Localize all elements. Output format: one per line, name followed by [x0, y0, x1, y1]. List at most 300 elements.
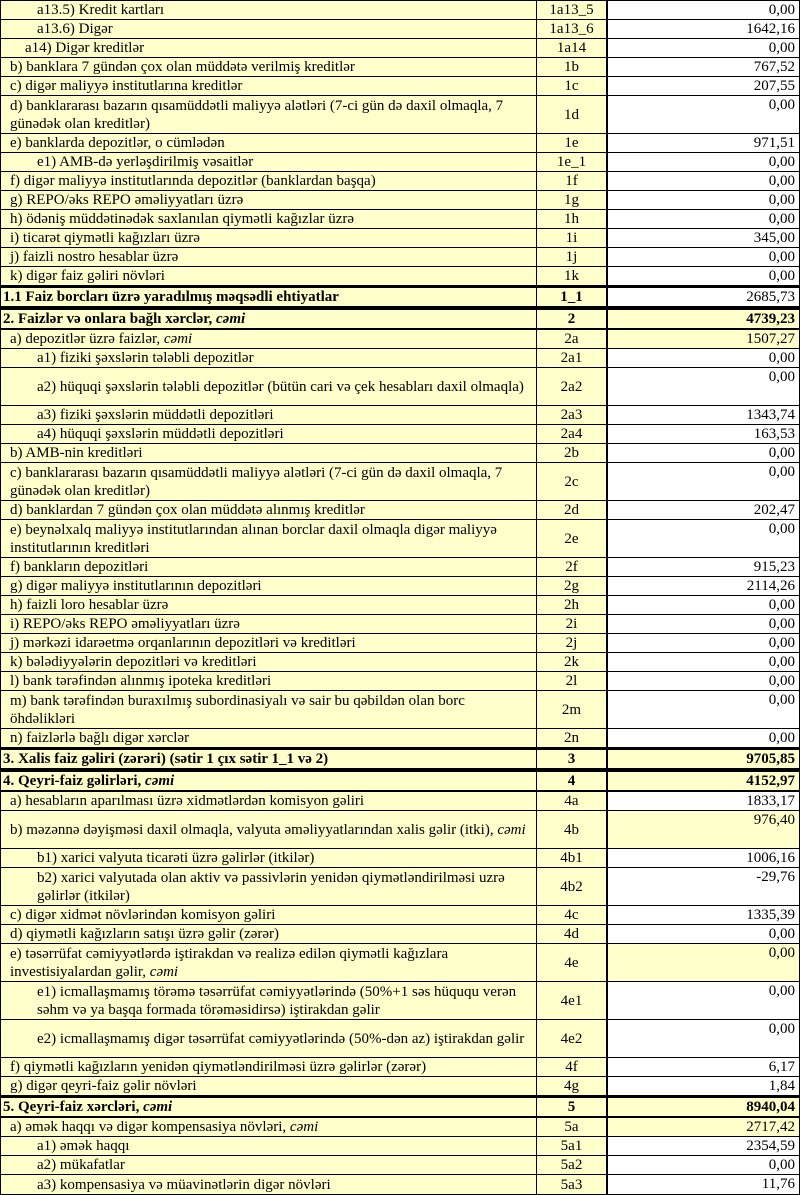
row-label [10, 596, 168, 614]
row-label-text: b2) xarici valyutada olan aktiv və passivlərin yenidən qiymətləndirilməsi uzrə gəlirlər (itkilər) [37, 869, 505, 904]
row-code: 2j [537, 634, 608, 652]
row-label [10, 267, 165, 285]
table-row [1, 425, 799, 444]
row-label [10, 792, 364, 810]
row-label-italic-text: cəmi [149, 963, 179, 980]
row-label-cell [1, 1058, 537, 1076]
row-value: 207,55 [608, 77, 799, 95]
row-code: 1a13_5 [537, 1, 608, 19]
row-label-text: e1) icmallaşmamış törəmə təsərrüfat cəmiyyətlərində (50%+1 səs hüququ verən səhm və ya başqa formada törəməsidirsə) iştirakdan gəlir [37, 983, 517, 1018]
row-label-text: m) bank tərəfindən buraxılmış subordinasiyalı və sair bu qəbildən olan borc öhdəlikləri [10, 692, 465, 727]
row-code: 1a13_6 [537, 20, 608, 38]
row-code: 1k [537, 267, 608, 285]
row-label-cell [1, 729, 537, 747]
row-label-text: a14) Digər kreditlər [25, 40, 145, 56]
row-label-text: i) ticarət qiymətli kağızları üzrə [10, 230, 200, 246]
row-label [10, 521, 532, 557]
row-label [10, 172, 376, 190]
row-code: 2d [537, 501, 608, 519]
table-row [1, 672, 799, 691]
row-label-cell [1, 925, 537, 943]
row-value: 0,00 [608, 267, 799, 285]
row-label-cell [1, 1156, 537, 1174]
row-label-cell [1, 849, 537, 867]
table-row [1, 1096, 799, 1118]
row-label-cell [1, 191, 537, 209]
row-label-cell [1, 172, 537, 190]
table-row [1, 267, 799, 286]
row-value: 2354,59 [608, 1137, 799, 1155]
row-code: 2b [537, 444, 608, 462]
row-code: 1g [537, 191, 608, 209]
table-row [1, 792, 799, 811]
row-label-italic-text: cəmi [289, 1119, 319, 1135]
table-row [1, 210, 799, 229]
row-label-cell [1, 1137, 537, 1155]
table-row [1, 501, 799, 520]
row-label-italic-text: cəmi [497, 821, 526, 838]
row-label [10, 248, 178, 266]
row-label [10, 945, 532, 981]
table-row [1, 770, 799, 792]
row-label [10, 330, 192, 348]
table-row [1, 330, 799, 349]
row-label-text: a) hesabların aparılması üzrə xidmətlərdən komisyon gəliri [10, 793, 365, 809]
row-value: 0,00 [608, 463, 799, 500]
row-code: 1h [537, 210, 608, 228]
row-label-text: 3. Xalis faiz gəliri (zərəri) (sətir 1 çıx sətir 1_1 və 2) [3, 751, 329, 767]
row-value: 0,00 [608, 729, 799, 747]
row-label [10, 692, 532, 728]
row-label-text: f) bankların depozitləri [10, 559, 149, 575]
row-label-text: k) bələdiyyələrin depozitləri və kreditləri [10, 654, 257, 670]
row-label [10, 191, 243, 209]
row-label-cell [1, 463, 537, 500]
row-value: 2685,73 [608, 288, 799, 306]
row-value: 0,00 [608, 1, 799, 19]
row-label [3, 288, 339, 306]
row-value: 1,84 [608, 1077, 799, 1095]
row-code: 1b [537, 58, 608, 76]
row-label-cell [1, 520, 537, 557]
row-label [10, 77, 242, 95]
row-code: 4g [537, 1077, 608, 1095]
row-code: 1e_1 [537, 153, 608, 171]
row-value: 971,51 [608, 134, 799, 152]
row-label-cell [1, 310, 537, 328]
row-label-text: 1.1 Faiz borcları üzrə yaradılmış məqsədli ehtiyatlar [3, 289, 339, 305]
row-value: 0,00 [608, 210, 799, 228]
row-label-text: c) digər maliyyə institutlarına kreditlər [10, 78, 243, 94]
row-code: 2n [537, 729, 608, 747]
row-label-text: a13.5) Kredit kartları [37, 2, 165, 18]
table-row [1, 691, 799, 729]
row-label-text: n) faizlərlə bağlı digər xərclər [10, 730, 190, 746]
row-label-cell [1, 672, 537, 690]
row-label-cell [1, 96, 537, 133]
row-label-text: a2) mükafatlar [37, 1157, 125, 1173]
row-code: 5a [537, 1118, 608, 1136]
table-row [1, 906, 799, 925]
row-code: 1_1 [537, 288, 608, 306]
row-value: 0,00 [608, 691, 799, 728]
table-row [1, 577, 799, 596]
row-code: 2a1 [537, 349, 608, 367]
row-label-text: d) banklardan 7 gündən çox olan müddətə alınmış kreditlər [10, 502, 365, 518]
row-value: 0,00 [608, 153, 799, 171]
table-row [1, 134, 799, 153]
table-row [1, 444, 799, 463]
row-value: 0,00 [608, 248, 799, 266]
row-value: 1833,17 [608, 792, 799, 810]
row-label-cell [1, 1, 537, 19]
row-value: 4152,97 [608, 772, 799, 790]
row-label [3, 1098, 172, 1116]
table-row [1, 868, 799, 906]
row-label-cell [1, 153, 537, 171]
row-label-cell [1, 691, 537, 728]
row-code: 1c [537, 77, 608, 95]
row-label-text: a) əmək haqqı və digər kompensasiya növləri, [10, 1119, 290, 1135]
row-code: 4e1 [537, 982, 608, 1019]
row-code: 1a14 [537, 39, 608, 57]
table-row [1, 1156, 799, 1175]
row-label-cell [1, 750, 537, 768]
row-label-text: f) qiymətli kağızların yenidən qiymətləndirilməsi üzrə gəlirlər (zərər) [10, 1059, 427, 1075]
row-label [37, 1176, 331, 1194]
row-label-cell [1, 288, 537, 306]
table-row [1, 729, 799, 748]
row-label [37, 1030, 524, 1048]
table-row [1, 1137, 799, 1156]
table-row [1, 615, 799, 634]
table-row [1, 1118, 799, 1137]
row-value: 767,52 [608, 58, 799, 76]
row-value: 2114,26 [608, 577, 799, 595]
table-row [1, 463, 799, 501]
row-value: 0,00 [608, 172, 799, 190]
row-code: 2h [537, 596, 608, 614]
row-label-cell [1, 811, 537, 848]
row-value: 8940,04 [608, 1098, 799, 1116]
row-label-text: b) məzənnə dəyişməsi daxil olmaqla, valyuta əməliyyatlarından xalis gəlir (itki), [10, 821, 498, 838]
row-label-text: g) REPO/əks REPO əməliyyatları üzrə [10, 192, 244, 208]
row-code: 5a1 [537, 1137, 608, 1155]
row-label [10, 501, 365, 519]
row-code: 2c [537, 463, 608, 500]
row-label-text: a1) fiziki şəxslərin tələbli depozitlər [37, 350, 254, 366]
table-row [1, 653, 799, 672]
row-label [37, 869, 532, 905]
row-value: 0,00 [608, 349, 799, 367]
row-label [10, 729, 189, 747]
row-value: 0,00 [608, 1020, 799, 1057]
row-label-cell [1, 134, 537, 152]
row-code: 2a4 [537, 425, 608, 443]
row-label [37, 349, 254, 367]
row-label [10, 653, 257, 671]
row-label [10, 906, 275, 924]
table-row [1, 982, 799, 1020]
row-label [37, 983, 532, 1019]
row-code: 2a2 [537, 368, 608, 405]
row-label-text: e2) icmallaşmamış digər təsərrüfat cəmiyyətlərində (50%-dən az) iştirakdan gəlir [37, 1030, 525, 1047]
table-row [1, 748, 799, 770]
row-label [10, 464, 532, 500]
row-label [10, 444, 142, 462]
row-label-text: f) digər maliyyə institutlarında depozitlər (banklardan başqa) [10, 173, 376, 189]
row-code: 2m [537, 691, 608, 728]
row-label-cell [1, 906, 537, 924]
row-code: 4b [537, 811, 608, 848]
row-label-cell [1, 868, 537, 905]
row-value: 2717,42 [608, 1118, 799, 1136]
row-label [10, 210, 354, 228]
row-label [10, 672, 271, 690]
table-row [1, 406, 799, 425]
row-label-cell [1, 634, 537, 652]
row-label-cell [1, 330, 537, 348]
row-code: 4d [537, 925, 608, 943]
row-label [37, 1137, 129, 1155]
row-code: 4e [537, 944, 608, 981]
row-label-cell [1, 248, 537, 266]
row-value: 0,00 [608, 39, 799, 57]
row-code: 2l [537, 672, 608, 690]
row-value: -29,76 [608, 868, 799, 905]
row-code: 2k [537, 653, 608, 671]
row-value: 163,53 [608, 425, 799, 443]
row-code: 2e [537, 520, 608, 557]
table-row [1, 1, 799, 20]
row-label-cell [1, 229, 537, 247]
row-label [37, 1156, 125, 1174]
row-label-text: l) bank tərəfindən alınmış ipoteka kreditləri [10, 673, 272, 689]
row-label-text: b) AMB-nin kreditləri [10, 445, 143, 461]
row-code: 2f [537, 558, 608, 576]
row-code: 1j [537, 248, 608, 266]
row-label-cell [1, 944, 537, 981]
table-row [1, 77, 799, 96]
row-label [37, 153, 253, 171]
row-label-cell [1, 501, 537, 519]
row-value: 11,76 [608, 1175, 799, 1194]
row-label-cell [1, 1020, 537, 1057]
row-label-text: a1) əmək haqqı [37, 1138, 130, 1154]
row-label-text: a2) hüquqi şəxslərin tələbli depozitlər (bütün cari və çek hesabları daxil olmaqla) [37, 378, 524, 395]
row-code: 1d [537, 96, 608, 133]
table-row [1, 925, 799, 944]
row-value: 1343,74 [608, 406, 799, 424]
row-value: 1642,16 [608, 20, 799, 38]
row-label-cell [1, 368, 537, 405]
row-label-text: g) digər maliyyə institutlarının depozitləri [10, 578, 262, 594]
row-value: 0,00 [608, 944, 799, 981]
row-code: 2 [537, 310, 608, 328]
row-label-cell [1, 444, 537, 462]
row-label [3, 310, 245, 328]
row-code: 5 [537, 1098, 608, 1116]
table-row [1, 558, 799, 577]
row-label-cell [1, 267, 537, 285]
row-label-cell [1, 1077, 537, 1095]
row-value: 202,47 [608, 501, 799, 519]
row-label [25, 39, 144, 57]
row-label-cell [1, 1098, 537, 1116]
row-label [10, 1058, 426, 1076]
row-label-text: a3) kompensasiya və müavinətlərin digər növləri [37, 1176, 331, 1193]
row-label-text: j) faizli nostro hesablar üzrə [10, 249, 179, 265]
row-label-text: c) banklararası bazarın qısamüddətli maliyyə alətləri (7-ci gün də daxil olmaqla, 7 günədək olan kreditlər) [10, 464, 503, 499]
table-row [1, 172, 799, 191]
row-value: 0,00 [608, 634, 799, 652]
row-label-text: g) digər qeyri-faiz gəlir növləri [10, 1078, 197, 1094]
row-code: 2a [537, 330, 608, 348]
table-row [1, 248, 799, 267]
row-label-italic-text: cəmi [143, 1099, 173, 1115]
row-label [10, 634, 356, 652]
row-value: 976,40 [608, 811, 799, 848]
table-row [1, 634, 799, 653]
row-label-cell [1, 210, 537, 228]
row-label [10, 577, 262, 595]
row-label [3, 750, 328, 768]
row-value: 0,00 [608, 368, 799, 405]
row-label-text: e) təsərrüfat cəmiyyətlərdə iştirakdan və realizə edilən qiymətli kağızlara investisiyalardan gəlir, [10, 945, 449, 980]
table-row [1, 153, 799, 172]
table-row [1, 349, 799, 368]
row-code: 5a3 [537, 1175, 608, 1194]
row-label-cell [1, 20, 537, 38]
table-row [1, 944, 799, 982]
row-code: 1f [537, 172, 608, 190]
row-label-text: a13.6) Digər [37, 21, 113, 37]
row-value: 0,00 [608, 520, 799, 557]
row-label [10, 58, 355, 76]
row-code: 1e [537, 134, 608, 152]
row-code: 5a2 [537, 1156, 608, 1174]
row-value: 9705,85 [608, 750, 799, 768]
row-label [10, 1118, 318, 1136]
row-label-text: d) banklararası bazarın qısamüddətli maliyyə alətləri (7-ci gün də daxil olmaqla, 7 günədək olan kreditlər) [10, 97, 504, 132]
row-label-cell [1, 653, 537, 671]
row-label [10, 558, 148, 576]
row-label-cell [1, 596, 537, 614]
row-label-italic-text: cəmi [216, 311, 246, 327]
row-code: 4c [537, 906, 608, 924]
row-value: 0,00 [608, 672, 799, 690]
row-label-text: a4) hüquqi şəxslərin müddətli depozitləri [37, 426, 284, 442]
row-code: 4f [537, 1058, 608, 1076]
row-label-text: e) banklarda depozitlər, o cümlədən [10, 135, 225, 151]
row-value: 4739,23 [608, 310, 799, 328]
row-label-cell [1, 39, 537, 57]
row-label-text: e) beynəlxalq maliyyə institutlarından alınan borclar daxil olmaqla digər maliyyə institutlarının kreditləri [10, 521, 497, 556]
row-code: 2g [537, 577, 608, 595]
table-row [1, 1077, 799, 1096]
row-label-text: d) qiymətli kağızların satışı üzrə gəlir (zərər) [10, 926, 280, 942]
row-label-italic-text: cəmi [145, 773, 175, 789]
table-row [1, 58, 799, 77]
row-code: 4 [537, 772, 608, 790]
row-code: 2a3 [537, 406, 608, 424]
table-row [1, 811, 799, 849]
row-label-text: 4. Qeyri-faiz gəlirləri, [3, 773, 146, 789]
row-label-text: b1) xarici valyuta ticarəti üzrə gəlirlər (itkilər) [37, 850, 315, 866]
table-row [1, 191, 799, 210]
row-label-cell [1, 577, 537, 595]
row-label [10, 925, 279, 943]
row-value: 0,00 [608, 615, 799, 633]
row-label-cell [1, 615, 537, 633]
row-value: 1006,16 [608, 849, 799, 867]
table-row [1, 96, 799, 134]
row-label [37, 849, 314, 867]
row-label-text: e1) AMB-də yerləşdirilmiş vəsaitlər [37, 154, 254, 170]
row-label-cell [1, 58, 537, 76]
table-row [1, 286, 799, 308]
row-value: 6,17 [608, 1058, 799, 1076]
row-label-cell [1, 406, 537, 424]
row-value: 0,00 [608, 982, 799, 1019]
row-label [10, 97, 532, 133]
row-value: 0,00 [608, 653, 799, 671]
row-label-cell [1, 558, 537, 576]
row-label-text: i) REPO/əks REPO əməliyyatları üzrə [10, 616, 240, 632]
row-value: 0,00 [608, 444, 799, 462]
row-label-cell [1, 349, 537, 367]
table-row [1, 1020, 799, 1058]
row-label [10, 821, 526, 839]
row-label-cell [1, 77, 537, 95]
row-value: 0,00 [608, 1156, 799, 1174]
row-label-cell [1, 425, 537, 443]
row-label [10, 1077, 197, 1095]
table-row [1, 849, 799, 868]
row-value: 0,00 [608, 96, 799, 133]
row-label [37, 20, 113, 38]
row-label [37, 406, 274, 424]
table-row [1, 520, 799, 558]
row-label [37, 1, 164, 19]
row-label-text: 5. Qeyri-faiz xərcləri, [3, 1099, 144, 1115]
row-value: 1507,27 [608, 330, 799, 348]
row-value: 1335,39 [608, 906, 799, 924]
row-code: 4b1 [537, 849, 608, 867]
row-label [3, 772, 174, 790]
row-value: 0,00 [608, 191, 799, 209]
row-label-text: h) ödəniş müddətinədək saxlanılan qiymətli kağızlar üzrə [10, 211, 355, 227]
row-label-cell [1, 982, 537, 1019]
row-label-text: c) digər xidmət növlərindən komisyon gəliri [10, 907, 276, 923]
row-label-cell [1, 792, 537, 810]
row-code: 1i [537, 229, 608, 247]
row-label [10, 229, 200, 247]
table-row [1, 368, 799, 406]
row-label-text: j) mərkəzi idarəetmə orqanlarının depozitləri və kreditləri [10, 635, 356, 651]
table-row [1, 596, 799, 615]
row-code: 4a [537, 792, 608, 810]
row-label-text: k) digər faiz gəliri növləri [10, 268, 165, 284]
row-code: 4b2 [537, 868, 608, 905]
table-row [1, 229, 799, 248]
row-value: 0,00 [608, 596, 799, 614]
row-code: 2i [537, 615, 608, 633]
row-label-cell [1, 772, 537, 790]
row-label-text: b) banklara 7 gündən çox olan müddətə verilmiş kreditlər [10, 59, 355, 75]
row-label-text: a) depozitlər üzrə faizlər, [10, 331, 164, 347]
table-row [1, 308, 799, 330]
